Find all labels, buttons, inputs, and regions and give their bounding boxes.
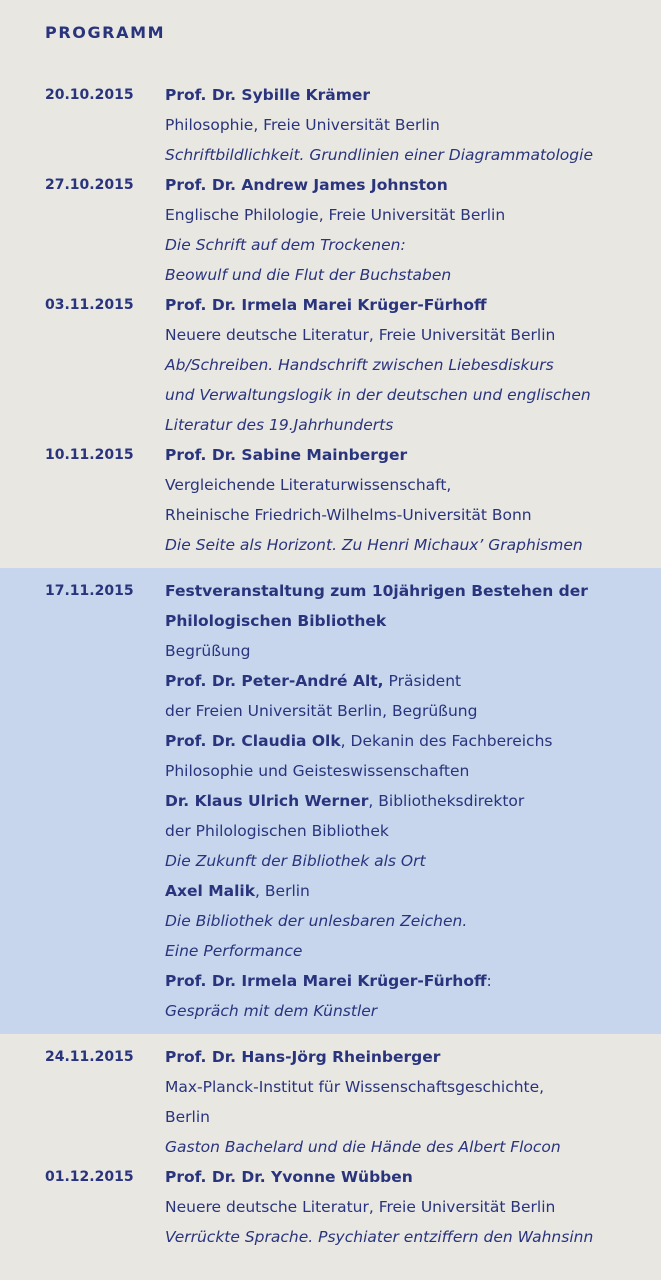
talk-title: Ab/Schreiben. Handschrift zwischen Liebesdiskurs — [165, 356, 554, 374]
speaker-name: Prof. Dr. Dr. Yvonne Wübben — [165, 1168, 413, 1186]
talk-title: Die Zukunft der Bibliothek als Ort — [165, 852, 426, 870]
event-details — [165, 170, 645, 290]
talk-title: Beowulf und die Flut der Buchstaben — [165, 266, 452, 284]
event-entry — [0, 170, 661, 290]
event-entry — [0, 80, 661, 170]
speaker-name: Prof. Dr. Sabine Mainberger — [165, 446, 408, 464]
speaker-name: Prof. Dr. Andrew James Johnston — [165, 176, 448, 194]
speaker-role: , Bibliotheksdirektor — [368, 792, 525, 810]
event-details — [165, 290, 645, 440]
talk-title: Die Schrift auf dem Trockenen: — [165, 236, 406, 254]
event-date: 24.11.2015 — [45, 1049, 134, 1065]
speaker-affiliation: Vergleichende Literaturwissenschaft, — [165, 476, 452, 494]
event-entry — [0, 1162, 661, 1252]
speaker-name: Dr. Klaus Ulrich Werner — [165, 792, 369, 810]
event-title: Philologischen Bibliothek — [165, 612, 387, 630]
talk-title: und Verwaltungslogik in der deutschen und englischen — [165, 386, 591, 404]
speaker-name: Prof. Dr. Peter-André Alt, — [165, 672, 384, 690]
speaker-name: Prof. Dr. Irmela Marei Krüger-Fürhoff — [165, 972, 487, 990]
event-date: 20.10.2015 — [45, 87, 134, 103]
event-date: 03.11.2015 — [45, 297, 134, 313]
speaker-role: Präsident — [383, 672, 462, 690]
speaker-name: Axel Malik — [165, 882, 256, 900]
talk-title: Die Bibliothek der unlesbaren Zeichen. — [165, 912, 468, 930]
talk-title: Schriftbildlichkeit. Grundlinien einer Diagrammatologie — [165, 146, 593, 164]
speaker-role: , Berlin — [255, 882, 310, 900]
speaker-line — [165, 966, 645, 996]
speaker-affiliation: Philosophie, Freie Universität Berlin — [165, 116, 440, 134]
speaker-name: Prof. Dr. Irmela Marei Krüger-Fürhoff — [165, 296, 487, 314]
speaker-line — [165, 726, 645, 756]
talk-title: Die Seite als Horizont. Zu Henri Michaux’ Graphismen — [165, 536, 583, 554]
speaker-line — [165, 876, 645, 906]
speaker-role: Philosophie und Geisteswissenschaften — [165, 762, 470, 780]
speaker-affiliation: Neuere deutsche Literatur, Freie Universität Berlin — [165, 326, 556, 344]
speaker-affiliation: Rheinische Friedrich-Wilhelms-Universität Bonn — [165, 506, 532, 524]
event-entry — [0, 440, 661, 560]
speaker-affiliation: Max-Planck-Institut für Wissenschaftsgeschichte, — [165, 1078, 545, 1096]
speaker-role: , Dekanin des Fachbereichs — [340, 732, 553, 750]
program-list-late — [0, 1042, 661, 1252]
event-details — [165, 1162, 645, 1252]
talk-title: Verrückte Sprache. Psychiater entziffern den Wahnsinn — [165, 1228, 594, 1246]
event-details — [165, 1042, 645, 1162]
greeting-label: Begrüßung — [165, 642, 251, 660]
event-details — [165, 576, 645, 1026]
event-date: 10.11.2015 — [45, 447, 134, 463]
event-date: 27.10.2015 — [45, 177, 134, 193]
event-entry — [0, 1042, 661, 1162]
talk-title: Literatur des 19.Jahrhunderts — [165, 416, 394, 434]
speaker-line — [165, 786, 645, 816]
speaker-affiliation: Berlin — [165, 1108, 210, 1126]
anniversary-event-highlight — [0, 568, 661, 1034]
speaker-role: der Philologischen Bibliothek — [165, 822, 389, 840]
speaker-name: Prof. Dr. Claudia Olk — [165, 732, 341, 750]
event-details — [165, 80, 645, 170]
speaker-name: Prof. Dr. Hans-Jörg Rheinberger — [165, 1048, 441, 1066]
talk-title: Eine Performance — [165, 942, 303, 960]
speaker-affiliation: Englische Philologie, Freie Universität Berlin — [165, 206, 506, 224]
page-title: PROGRAMM — [45, 23, 166, 42]
program-list-early — [0, 80, 661, 560]
event-date: 17.11.2015 — [45, 583, 134, 599]
event-title: Festveranstaltung zum 10jährigen Bestehen der — [165, 582, 588, 600]
event-date: 01.12.2015 — [45, 1169, 134, 1185]
speaker-name: Prof. Dr. Sybille Krämer — [165, 86, 371, 104]
speaker-affiliation: Neuere deutsche Literatur, Freie Universität Berlin — [165, 1198, 556, 1216]
talk-title: Gaston Bachelard und die Hände des Albert Flocon — [165, 1138, 561, 1156]
speaker-line — [165, 666, 645, 696]
punctuation: : — [486, 972, 492, 990]
talk-title: Gespräch mit dem Künstler — [165, 1002, 378, 1020]
speaker-role: der Freien Universität Berlin, Begrüßung — [165, 702, 478, 720]
event-entry — [0, 290, 661, 440]
event-details — [165, 440, 645, 560]
